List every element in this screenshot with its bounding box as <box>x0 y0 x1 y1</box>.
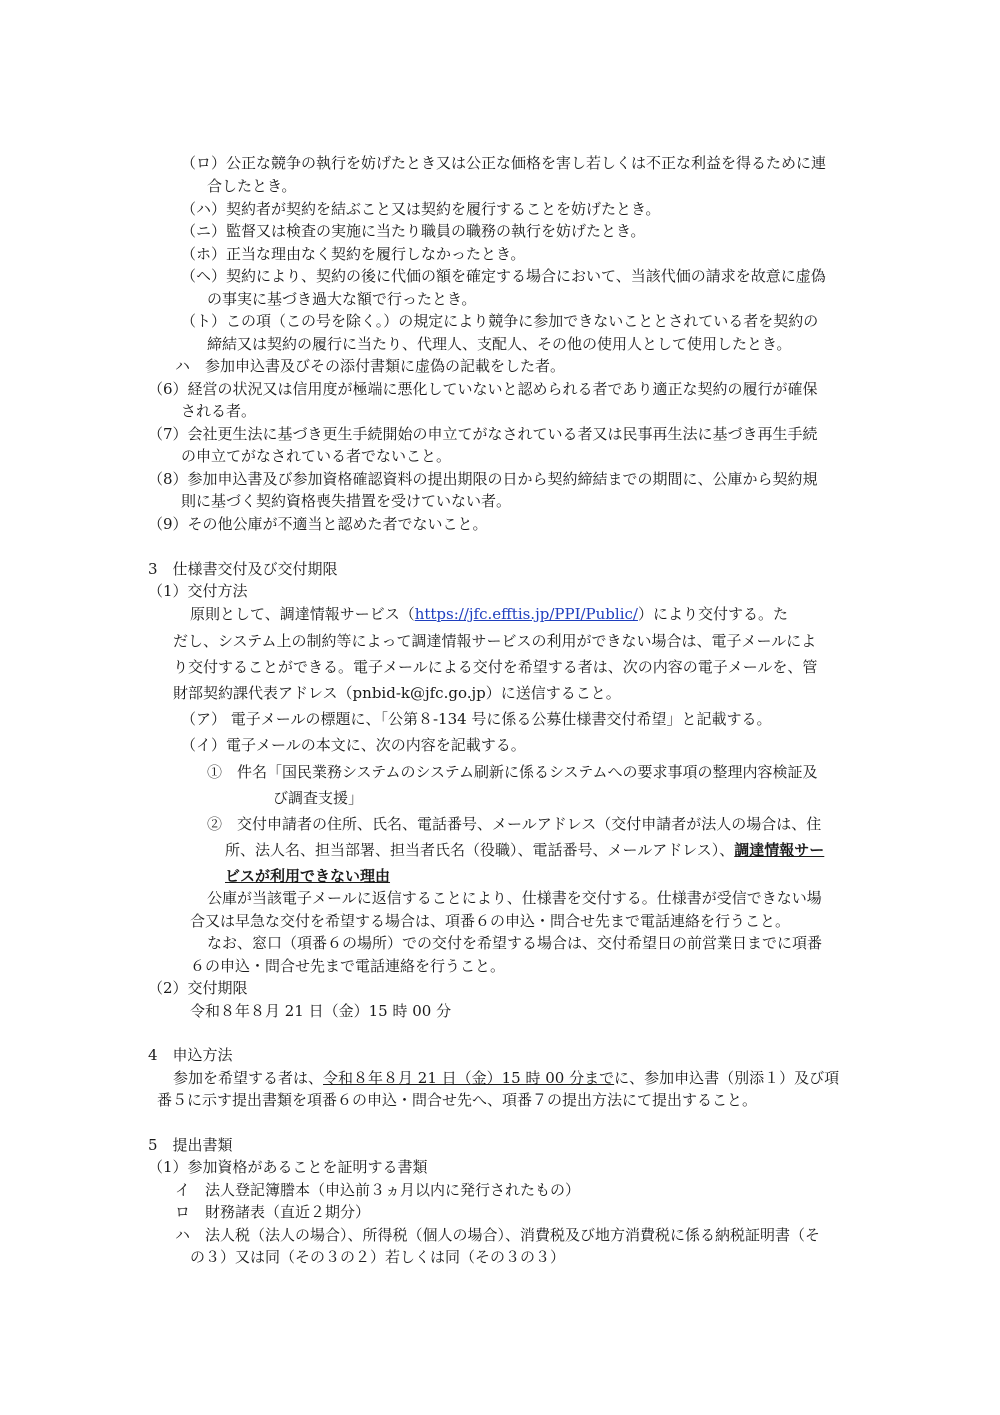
item-to-line2: 締結又は契約の履行に当たり、代理人、支配人、その他の使用人として使用したとき。 <box>207 335 792 353</box>
item-he-line1: （ヘ）契約により、契約の後に代価の額を確定する場合において、当該代価の請求を故意に虚偽 <box>181 267 826 285</box>
section3-sub1-heading: （1）交付方法 <box>148 582 248 600</box>
section4-heading: 4 申込方法 <box>148 1046 233 1064</box>
section3-heading: 3 仕様書交付及び交付期限 <box>148 560 338 578</box>
doc-item-ha-line2: の３）又は同（その３の２）若しくは同（その３の３） <box>190 1248 566 1266</box>
item-6-line1: （6）経営の状況又は信用度が極端に悪化していないと認められる者であり適正な契約の履行が確保 <box>148 380 818 398</box>
reply-note-line1: 公庫が当該電子メールに返信することにより、仕様書を交付する。仕様書が受信できない場 <box>207 889 822 907</box>
section3-body-line2: だし、システム上の制約等によって調達情報サービスの利用ができない場合は、電子メールによ <box>173 632 817 650</box>
emphasis-text: ビスが利用できない理由 <box>225 867 391 885</box>
section5-heading: 5 提出書類 <box>148 1136 233 1154</box>
section3-body-line3: り交付することができる。電子メールによる交付を希望する者は、次の内容の電子メールを、管 <box>173 658 818 676</box>
item-ni: （ニ）監督又は検査の実施に当たり職員の職務の執行を妨げたとき。 <box>181 222 646 240</box>
item-kana-ha: ハ 参加申込書及びその添付書類に虚偽の記載をした者。 <box>175 357 566 375</box>
item-ro-line2: 合したとき。 <box>207 177 297 195</box>
section4-line2: 番５に示す提出書類を項番６の申込・問合せ先へ、項番７の提出方法にて提出すること。 <box>157 1091 758 1109</box>
content-item2-line3 <box>225 865 390 887</box>
body-text: に、参加申込書（別添１）及び項 <box>614 1069 840 1087</box>
item-ho: （ホ）正当な理由なく契約を履行しなかったとき。 <box>181 245 526 263</box>
section3-body-line1 <box>190 603 788 625</box>
deadline-underlined: 令和８年８月 21 日（金）15 時 00 分まで <box>323 1069 615 1087</box>
body-text: 所、法人名、担当部署、担当者氏名（役職）、電話番号、メールアドレス）、 <box>225 841 735 859</box>
content-item2-line1: ② 交付申請者の住所、氏名、電話番号、メールアドレス（交付申請者が法人の場合は、住 <box>207 815 822 833</box>
item-7-line1: （7）会社更生法に基づき更生手続開始の申立てがなされている者又は民事再生法に基づき再生手続 <box>148 425 818 443</box>
window-note-line1: なお、窓口（項番６の場所）での交付を希望する場合は、交付希望日の前営業日までに項番 <box>207 934 823 952</box>
body-text: ）により交付する。た <box>637 605 788 623</box>
item-6-line2: される者。 <box>181 402 257 420</box>
item-9: （9）その他公庫が不適当と認めた者でないこと。 <box>148 515 488 533</box>
email-body-item: （イ）電子メールの本文に、次の内容を記載する。 <box>181 736 526 754</box>
section3-body-line4: 財部契約課代表アドレス（pnbid-k@jfc.go.jp）に送信すること。 <box>173 684 621 702</box>
delivery-deadline: 令和８年８月 21 日（金）15 時 00 分 <box>190 1002 452 1020</box>
item-he-line2: の事実に基づき過大な額で行ったとき。 <box>207 290 477 308</box>
emphasis-text: 調達情報サー <box>734 841 825 859</box>
doc-item-ha-line1: ハ 法人税（法人の場合）、所得税（個人の場合）、消費税及び地方消費税に係る納税証明書（そ <box>175 1226 821 1244</box>
body-text: 参加を希望する者は、 <box>173 1069 324 1087</box>
item-8-line1: （8）参加申込書及び参加資格確認資料の提出期限の日から契約締結までの期間に、公庫から契約規 <box>148 470 818 488</box>
doc-item-ro: ロ 財務諸表（直近２期分） <box>175 1203 371 1221</box>
section4-line1 <box>173 1067 839 1089</box>
content-item1-line1: ① 件名「国民業務システムのシステム刷新に係るシステムへの要求事項の整理内容検証及 <box>207 763 818 781</box>
email-subject-item: （ア） 電子メールの標題に、「公第８-134 号に係る公募仕様書交付希望」と記載する。 <box>181 710 772 728</box>
item-8-line2: 則に基づく契約資格喪失措置を受けていない者。 <box>181 492 512 510</box>
content-item2-line2 <box>225 839 824 861</box>
item-to-line1: （ト）この項（この号を除く。）の規定により競争に参加できないこととされている者を契約の <box>181 312 819 330</box>
section3-sub2-heading: （2）交付期限 <box>148 979 248 997</box>
body-text: 原則として、調達情報サービス（ <box>190 605 415 623</box>
section5-sub1-heading: （1）参加資格があることを証明する書類 <box>148 1158 428 1176</box>
item-ro-line1: （ロ）公正な競争の執行を妨げたとき又は公正な価格を害し若しくは不正な利益を得るために連 <box>181 154 827 172</box>
window-note-line2: ６の申込・問合せ先まで電話連絡を行うこと。 <box>190 957 506 975</box>
reply-note-line2: 合又は早急な交付を希望する場合は、項番６の申込・問合せ先まで電話連絡を行うこと。 <box>190 912 791 930</box>
doc-item-i: イ 法人登記簿謄本（申込前３ヵ月以内に発行されたもの） <box>175 1181 581 1199</box>
item-ha: （ハ）契約者が契約を結ぶこと又は契約を履行することを妨げたとき。 <box>181 200 661 218</box>
procurement-service-link[interactable]: https://jfc.efftis.jp/PPI/Public/ <box>414 605 638 623</box>
item-7-line2: の申立てがなされている者でないこと。 <box>181 447 452 465</box>
content-item1-line2: び調査支援」 <box>273 789 364 807</box>
